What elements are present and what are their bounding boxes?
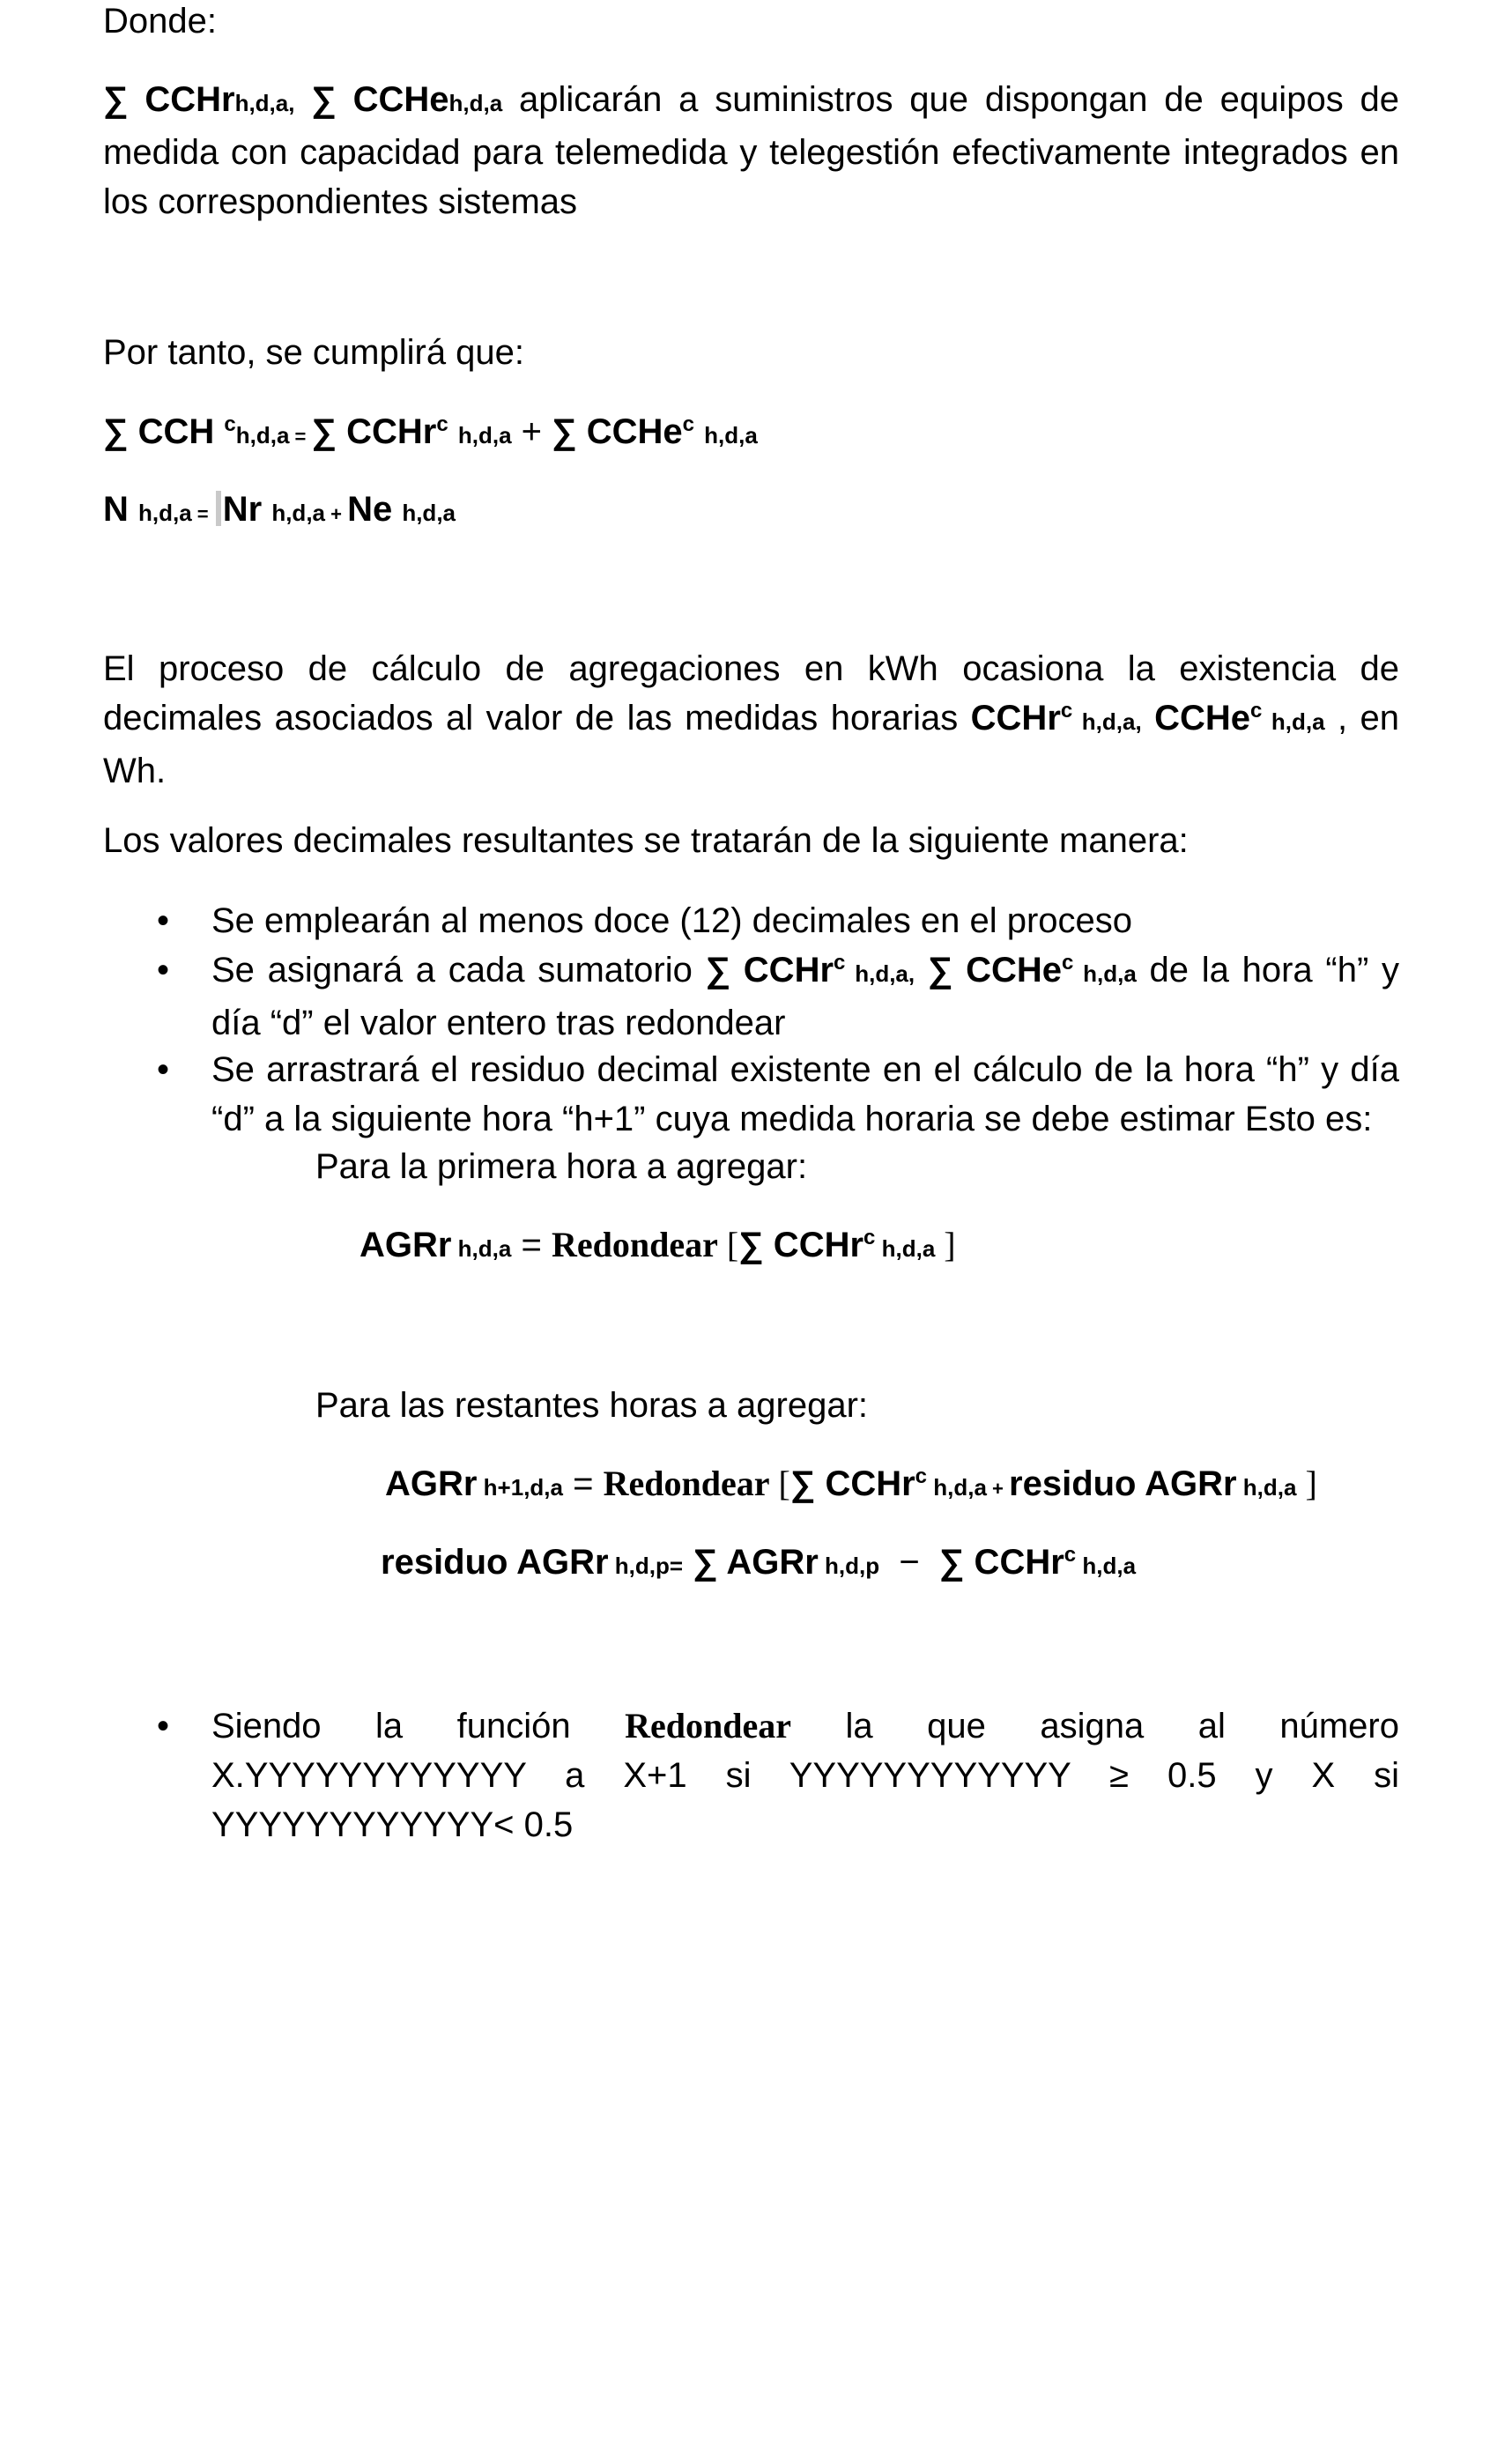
f1-term-agrr: AGRr [359,1226,452,1264]
eq2-term-n: N [103,490,138,529]
eq1-sup-2: c [436,412,448,436]
f2-sub-1: h+1,d,a [477,1474,563,1501]
f1-sup: c [863,1226,876,1249]
f3-term-cchr: ∑ CCHr [938,1543,1064,1582]
b2-text-1: Se asignará a cada sumatorio [211,951,706,990]
f2-term-residuo: residuo AGRr [1009,1464,1237,1503]
b2-text-2: de la hora “h” y día “d” el valor entero tras redondear [211,951,1399,1042]
equation-n-sum [103,485,456,539]
f2-sub-2: h,d,a [927,1474,987,1501]
primera-hora-text: Para la primera hora a agregar: [315,1147,808,1186]
f1-equals: = [511,1226,552,1264]
f1-fn-redondear: Redondear [551,1225,718,1264]
siendo-fn-redondear: Redondear [625,1706,792,1746]
eq2-equals: = [191,503,214,525]
eq1-term-cchr: ∑ CCHr [311,412,437,451]
b2-sub-1: h,d,a, [845,960,915,987]
calc-text-1: El proceso de cálculo de agregaciones en kWh ocasiona la existencia de decimales asociados al valor de las medidas horarias [103,649,1399,738]
eq1-sup-3: c [682,412,695,436]
calc-sub-1: h,d,a, [1072,708,1142,735]
intro-sub-1: h,d,a, [234,90,295,116]
eq1-sub-2: h,d,a [457,422,512,448]
eq1-term-cch: ∑ CCH [103,412,225,451]
siendo-text-b: la que asigna al número [791,1707,1399,1746]
f3-minus: − [879,1543,939,1582]
eq2-sub-2: h,d,a [271,500,325,526]
f2-sup: c [915,1464,928,1488]
siendo-text-a: Siendo la función [211,1707,626,1746]
f2-equals: = [563,1464,604,1503]
f1-term-cchr: ∑ CCHr [738,1226,864,1264]
calc-term-cche: CCHe [1141,699,1250,738]
f1-sub-1: h,d,a [451,1235,512,1262]
b2-sup-2: c [1061,951,1074,975]
bullet-dot-2: • [157,951,170,990]
eq1-sub-3: h,d,a [704,422,758,448]
calc-paragraph [103,644,1399,796]
siendo-line-3: YYYYYYYYYYYY< 0.5 [211,1805,574,1844]
f3-sub-1: h,d,p= [608,1553,684,1579]
f2-bracket-close: ] [1296,1464,1317,1503]
b2-sub-2: h,d,a [1073,960,1137,987]
bullet-3-text: Se arrastrará el residuo decimal existente en el cálculo de la hora “h” y día “d” a la siguiente hora “h+1” cuya medida horaria se debe estimar Esto es: [211,1050,1399,1138]
bullet-dot-4: • [157,1707,170,1746]
bullet-dot-1: • [157,901,170,940]
bullet-dot-3: • [157,1050,170,1089]
eq2-sub-3: h,d,a [402,500,456,526]
intro-sub-2: h,d,a [448,90,503,116]
decimales-intro: Los valores decimales resultantes se tratarán de la siguiente manera: [103,821,1189,860]
calc-text-2: , en Wh. [103,699,1399,790]
f3-sup: c [1064,1543,1077,1567]
f2-fn-redondear: Redondear [603,1464,770,1503]
equation-cch-sum [103,407,758,462]
eq1-term-cche: ∑ CCHe [552,412,683,451]
eq1-plus: + [511,412,552,451]
f2-term-cchr: ∑ CCHr [789,1464,915,1503]
intro-term-cche: ∑ CCHe [294,80,449,119]
formula-agrr-next [385,1459,1317,1514]
eq1-sub-1: h,d,a [235,422,290,448]
restantes-horas-text: Para las restantes horas a agregar: [315,1386,869,1425]
eq2-sub-1: h,d,a [138,500,192,526]
f3-term-residuo: residuo AGRr [381,1543,609,1582]
bullet-2-text [211,945,1399,1048]
por-tanto-text: Por tanto, se cumplirá que: [103,333,525,372]
b2-term-cche: ∑ CCHe [915,951,1062,990]
f2-sub-3: h,d,a [1236,1474,1297,1501]
f3-sub-2: h,d,p [818,1553,880,1579]
calc-sub-2: h,d,a [1262,708,1325,735]
bullet-1-text: Se emplearán al menos doce (12) decimales en el proceso [211,901,1133,940]
intro-term-cchr: ∑ CCHr [103,80,235,119]
f1-bracket-close: ] [935,1225,956,1264]
eq2-term-ne: Ne [347,490,403,529]
f3-sub-3: h,d,a [1076,1553,1137,1579]
b2-term-cchr: ∑ CCHr [705,951,834,990]
siendo-line-1 [211,1701,1399,1751]
eq1-equals: = [289,426,312,448]
b2-sup-1: c [834,951,846,975]
f2-bracket-open: [ [769,1464,790,1503]
formula-agrr-first [359,1220,956,1273]
f2-term-agrr: AGRr [385,1464,478,1503]
eq2-plus: + [325,503,348,525]
calc-term-cchr: CCHr [970,699,1061,738]
eq2-term-nr: Nr [222,490,272,529]
intro-paragraph [103,75,1399,226]
formula-residuo [381,1538,1136,1590]
heading-donde: Donde: [103,2,217,41]
text-cursor-marker [216,491,221,526]
f2-plus: + [986,1478,1010,1500]
siendo-paragraph [211,1701,1399,1849]
siendo-line-2: X.YYYYYYYYYYYY a X+1 si YYYYYYYYYYYY ≥ 0.5 y X si [211,1756,1399,1795]
f3-term-sum-agrr: ∑ AGRr [683,1543,819,1582]
calc-sup-1: c [1060,699,1073,723]
f1-bracket-open: [ [717,1225,739,1264]
calc-sup-2: c [1250,699,1263,723]
f1-sub-2: h,d,a [875,1235,936,1262]
eq1-sup-1: c [224,412,236,436]
intro-text: aplicarán a suministros que dispongan de equipos de medida con capacidad para telemedida y telegestión efectivamente integrados en los correspondientes sistemas [103,80,1399,221]
